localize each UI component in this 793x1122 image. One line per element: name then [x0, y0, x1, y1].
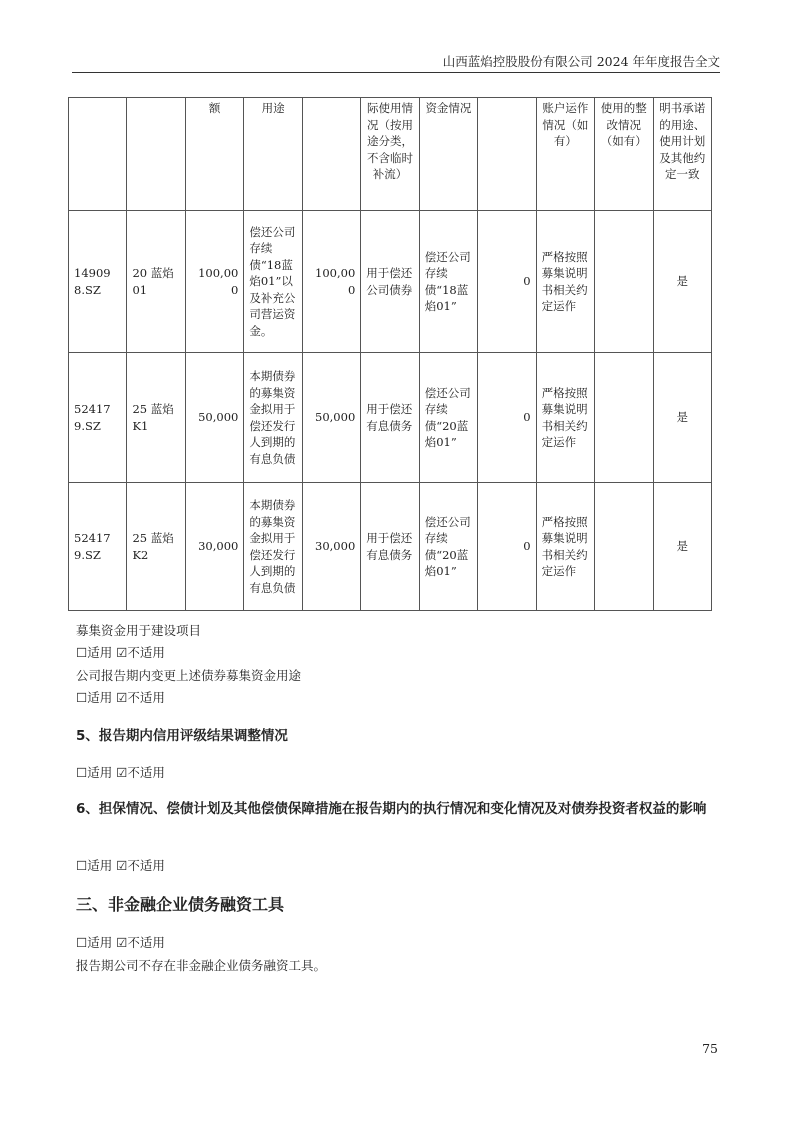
- rectification-cell: [595, 353, 653, 483]
- table-row: [69, 353, 712, 483]
- usage-detail-cell: 偿还公司存续债“18蓝焰01”: [419, 211, 477, 353]
- applicability-checkbox-line: ☐适用 ☑不适用: [76, 935, 165, 950]
- balance-cell: 0: [478, 483, 536, 611]
- account-operation-cell: 严格按照募集说明书相关约定运作: [536, 483, 594, 611]
- applicability-checkbox-line: ☐适用 ☑不适用: [76, 765, 165, 780]
- bond-code-cell: 524179.SZ: [69, 483, 127, 611]
- table-row: [69, 211, 712, 353]
- header-cell: 际使用情况（按用途分类，不含临时补流）: [361, 98, 419, 211]
- header-cell: [69, 98, 127, 211]
- header-cell: 明书承诺的用途、使用计划及其他约定一致: [653, 98, 711, 211]
- rectification-cell: [595, 483, 653, 611]
- header-cell: 额: [185, 98, 243, 211]
- consistency-cell: 是: [653, 353, 711, 483]
- amount-cell: 30,000: [185, 483, 243, 611]
- account-operation-cell: 严格按照募集说明书相关约定运作: [536, 353, 594, 483]
- used-amount-cell: 30,000: [302, 483, 360, 611]
- consistency-cell: 是: [653, 483, 711, 611]
- page-header: 山西蓝焰控股股份有限公司 2024 年年度报告全文: [442, 54, 720, 69]
- amount-cell: 50,000: [185, 353, 243, 483]
- header-cell: [478, 98, 536, 211]
- usage-change-label: 公司报告期内变更上述债券募集资金用途: [76, 668, 302, 683]
- rectification-cell: [595, 211, 653, 353]
- section-three-note: 报告期公司不存在非金融企业债务融资工具。: [76, 958, 327, 973]
- bond-name-cell: 20 蓝焰 01: [127, 211, 185, 353]
- bond-name-cell: 25 蓝焰 K1: [127, 353, 185, 483]
- used-amount-cell: 50,000: [302, 353, 360, 483]
- header-cell: 账户运作情况（如有）: [536, 98, 594, 211]
- bond-fund-usage-table: [68, 97, 712, 611]
- usage-category-cell: 用于偿还有息债务: [361, 353, 419, 483]
- purpose-cell: 本期债券的募集资金拟用于偿还发行人到期的有息负债: [244, 353, 302, 483]
- header-cell: 资金情况: [419, 98, 477, 211]
- page-number: 75: [702, 1041, 718, 1056]
- used-amount-cell: 100,000: [302, 211, 360, 353]
- balance-cell: 0: [478, 353, 536, 483]
- applicability-checkbox-line: ☐适用 ☑不适用: [76, 858, 165, 873]
- applicability-checkbox-line: ☐适用 ☑不适用: [76, 645, 165, 660]
- table-row: [69, 483, 712, 611]
- usage-category-cell: 用于偿还有息债务: [361, 483, 419, 611]
- account-operation-cell: 严格按照募集说明书相关约定运作: [536, 211, 594, 353]
- balance-cell: 0: [478, 211, 536, 353]
- section-5-title: 5、报告期内信用评级结果调整情况: [76, 728, 288, 744]
- header-cell: 使用的整改情况（如有）: [595, 98, 653, 211]
- purpose-cell: 本期债券的募集资金拟用于偿还发行人到期的有息负债: [244, 483, 302, 611]
- bond-code-cell: 524179.SZ: [69, 353, 127, 483]
- usage-detail-cell: 偿还公司存续债“20蓝焰01”: [419, 353, 477, 483]
- amount-cell: 100,000: [185, 211, 243, 353]
- consistency-cell: 是: [653, 211, 711, 353]
- section-three-title: 三、非金融企业债务融资工具: [76, 895, 285, 914]
- usage-detail-cell: 偿还公司存续债“20蓝焰01”: [419, 483, 477, 611]
- applicability-checkbox-line: ☐适用 ☑不适用: [76, 690, 165, 705]
- bond-code-cell: 149098.SZ: [69, 211, 127, 353]
- header-cell: [302, 98, 360, 211]
- bond-name-cell: 25 蓝焰 K2: [127, 483, 185, 611]
- header-cell: 用途: [244, 98, 302, 211]
- header-cell: [127, 98, 185, 211]
- purpose-cell: 偿还公司存续债“18蓝焰01”以及补充公司营运资金。: [244, 211, 302, 353]
- construction-project-label: 募集资金用于建设项目: [76, 623, 202, 638]
- usage-category-cell: 用于偿还公司债券: [361, 211, 419, 353]
- section-6-title: 6、担保情况、偿债计划及其他偿债保障措施在报告期内的执行情况和变化情况及对债券投资者权益的影响: [76, 801, 707, 817]
- header-rule: [72, 72, 720, 73]
- table-header-row: [69, 98, 712, 211]
